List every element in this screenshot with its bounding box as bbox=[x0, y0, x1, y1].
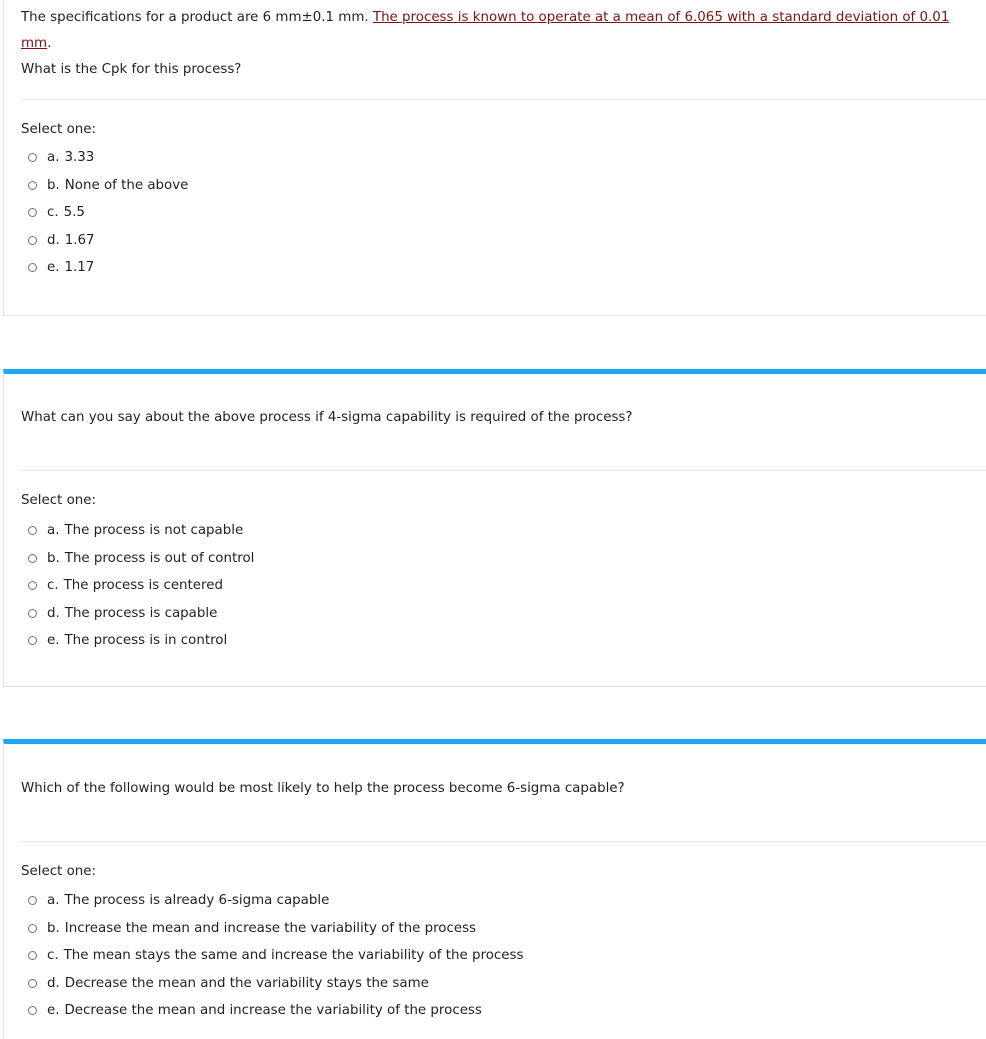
option-letter: d. bbox=[47, 975, 60, 991]
radio-button[interactable] bbox=[28, 979, 37, 988]
option-label: 1.17 bbox=[64, 260, 95, 276]
radio-button[interactable] bbox=[28, 526, 37, 535]
question-2-option-d[interactable] bbox=[26, 600, 254, 628]
option-letter: b. bbox=[47, 177, 60, 193]
radio-button[interactable] bbox=[28, 896, 37, 905]
question-2-options bbox=[26, 517, 254, 655]
radio-button[interactable] bbox=[28, 581, 37, 590]
question-3-option-e[interactable] bbox=[26, 997, 523, 1025]
option-letter: e. bbox=[47, 1003, 60, 1019]
question-2-option-e[interactable] bbox=[26, 627, 254, 655]
option-letter: c. bbox=[47, 578, 59, 594]
radio-button[interactable] bbox=[28, 609, 37, 618]
option-letter: e. bbox=[47, 260, 60, 276]
option-letter: c. bbox=[47, 205, 59, 221]
option-label: 1.67 bbox=[64, 232, 95, 248]
question-1 bbox=[3, 0, 986, 316]
radio-button[interactable] bbox=[28, 1006, 37, 1015]
question-1-text-line2: What is the Cpk for this process? bbox=[21, 62, 242, 77]
option-letter: d. bbox=[47, 232, 60, 248]
question-3 bbox=[3, 739, 986, 1039]
option-label: The process is capable bbox=[64, 605, 218, 621]
option-label: The process is centered bbox=[63, 578, 223, 594]
question-1-prompt: Select one: bbox=[21, 122, 96, 137]
option-letter: b. bbox=[47, 550, 60, 566]
radio-button[interactable] bbox=[28, 181, 37, 190]
option-label: Increase the mean and increase the variability of the process bbox=[64, 920, 477, 936]
question-2-option-a[interactable] bbox=[26, 517, 254, 545]
question-1-option-d[interactable] bbox=[26, 227, 188, 255]
question-1-text-after: . bbox=[47, 36, 52, 51]
option-label: The process is not capable bbox=[64, 523, 244, 539]
option-letter: a. bbox=[47, 150, 60, 166]
question-2-option-c[interactable] bbox=[26, 572, 254, 600]
option-label: None of the above bbox=[64, 177, 189, 193]
question-2-text: What can you say about the above process if 4-sigma capability is required of the process? bbox=[21, 410, 633, 425]
question-2-prompt: Select one: bbox=[21, 493, 96, 508]
question-2-divider bbox=[21, 470, 986, 471]
option-label: The mean stays the same and increase the variability of the process bbox=[63, 948, 524, 964]
question-1-options bbox=[26, 144, 188, 282]
radio-button[interactable] bbox=[28, 153, 37, 162]
question-3-option-c[interactable] bbox=[26, 942, 523, 970]
question-1-option-b[interactable] bbox=[26, 172, 188, 200]
option-label: The process is in control bbox=[64, 633, 228, 649]
option-letter: a. bbox=[47, 893, 60, 909]
question-3-text: Which of the following would be most likely to help the process become 6-sigma capable? bbox=[21, 781, 625, 796]
option-letter: a. bbox=[47, 523, 60, 539]
question-1-option-e[interactable] bbox=[26, 254, 188, 282]
option-letter: b. bbox=[47, 920, 60, 936]
question-1-text-highlight: The process is known to operate at a mean of 6.065 with a standard deviation of 0.01 mm bbox=[21, 10, 950, 51]
question-3-prompt: Select one: bbox=[21, 864, 96, 879]
radio-button[interactable] bbox=[28, 263, 37, 272]
question-3-options bbox=[26, 887, 523, 1025]
question-3-option-b[interactable] bbox=[26, 915, 523, 943]
question-1-text-plain: The specifications for a product are 6 mm±0.1 mm. bbox=[21, 10, 373, 25]
option-label: The process is already 6-sigma capable bbox=[64, 893, 330, 909]
option-label: Decrease the mean and increase the variability of the process bbox=[64, 1003, 482, 1019]
radio-button[interactable] bbox=[28, 236, 37, 245]
radio-button[interactable] bbox=[28, 951, 37, 960]
option-label: 5.5 bbox=[63, 205, 85, 221]
question-1-option-c[interactable] bbox=[26, 199, 188, 227]
radio-button[interactable] bbox=[28, 554, 37, 563]
question-1-text bbox=[21, 5, 978, 83]
radio-button[interactable] bbox=[28, 636, 37, 645]
question-3-option-d[interactable] bbox=[26, 970, 523, 998]
option-letter: e. bbox=[47, 633, 60, 649]
radio-button[interactable] bbox=[28, 924, 37, 933]
option-label: 3.33 bbox=[64, 150, 95, 166]
option-letter: c. bbox=[47, 948, 59, 964]
question-3-option-a[interactable] bbox=[26, 887, 523, 915]
question-1-option-a[interactable] bbox=[26, 144, 188, 172]
question-2-option-b[interactable] bbox=[26, 545, 254, 573]
option-letter: d. bbox=[47, 605, 60, 621]
question-2 bbox=[3, 369, 986, 687]
option-label: The process is out of control bbox=[64, 550, 255, 566]
question-3-divider bbox=[21, 841, 986, 842]
question-1-divider bbox=[21, 99, 986, 100]
radio-button[interactable] bbox=[28, 208, 37, 217]
option-label: Decrease the mean and the variability stays the same bbox=[64, 975, 429, 991]
